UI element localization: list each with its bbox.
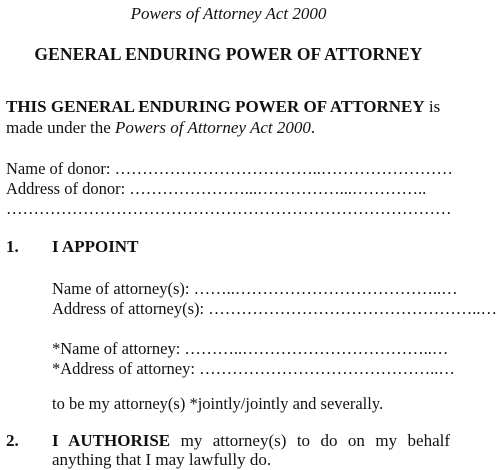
donor-address-line: [6, 179, 426, 199]
authorise-line1-rest: my attorney(s) to do on my behalf: [170, 431, 451, 450]
alt-attorney-address-line: [52, 359, 455, 379]
section-1-heading: I APPOINT: [52, 237, 139, 256]
donor-continuation-dots: ………………………………………………………………………: [6, 199, 452, 218]
donor-address-label: Address of donor:: [6, 179, 130, 198]
intro-lead-suffix: is: [424, 97, 441, 116]
alt-attorney-address-dots: ……………………………………..…: [199, 359, 455, 378]
section-1-number: 1.: [6, 237, 19, 256]
alt-attorney-name-line: [52, 339, 448, 359]
alt-attorney-name-label: *Name of attorney:: [52, 339, 185, 358]
attorney-name-label: Name of attorney(s):: [52, 279, 194, 298]
attorney-name-line: [52, 279, 458, 299]
intro-line-2: [6, 117, 315, 138]
act-heading: Powers of Attorney Act 2000: [130, 4, 327, 23]
donor-address-dots: …………………...……………...…………..: [129, 179, 427, 198]
intro-bold-lead: THIS GENERAL ENDURING POWER OF ATTORNEY: [6, 97, 425, 116]
authorise-line-1: [52, 430, 450, 451]
document-title: GENERAL ENDURING POWER OF ATTORNEY: [34, 44, 423, 64]
intro-line2-suffix: .: [310, 118, 316, 137]
donor-name-dots: ………………………………..……………………: [114, 159, 453, 178]
attorney-address-dots: …………………………………………..…: [208, 299, 497, 318]
attorney-address-line: [52, 299, 497, 319]
donor-address-continuation: [6, 199, 452, 219]
authorise-line-2: anything that I may lawfully do.: [52, 450, 272, 469]
authorise-bold-lead: I AUTHORISE: [52, 431, 171, 450]
section-2-number: 2.: [6, 431, 19, 450]
intro-line-1: [6, 96, 440, 117]
intro-act-name: Powers of Attorney Act 2000: [115, 118, 311, 137]
attorney-name-dots: ……..………………………………..…: [193, 279, 458, 298]
appointment-closing: to be my attorney(s) *jointly/jointly and severally.: [52, 394, 384, 413]
attorney-address-label: Address of attorney(s):: [52, 299, 209, 318]
donor-name-line: [6, 159, 453, 179]
alt-attorney-address-label: *Address of attorney:: [52, 359, 200, 378]
alt-attorney-name-dots: ………..……………………………..…: [184, 339, 449, 358]
intro-line2-prefix: made under the: [6, 118, 116, 137]
donor-name-label: Name of donor:: [6, 159, 115, 178]
